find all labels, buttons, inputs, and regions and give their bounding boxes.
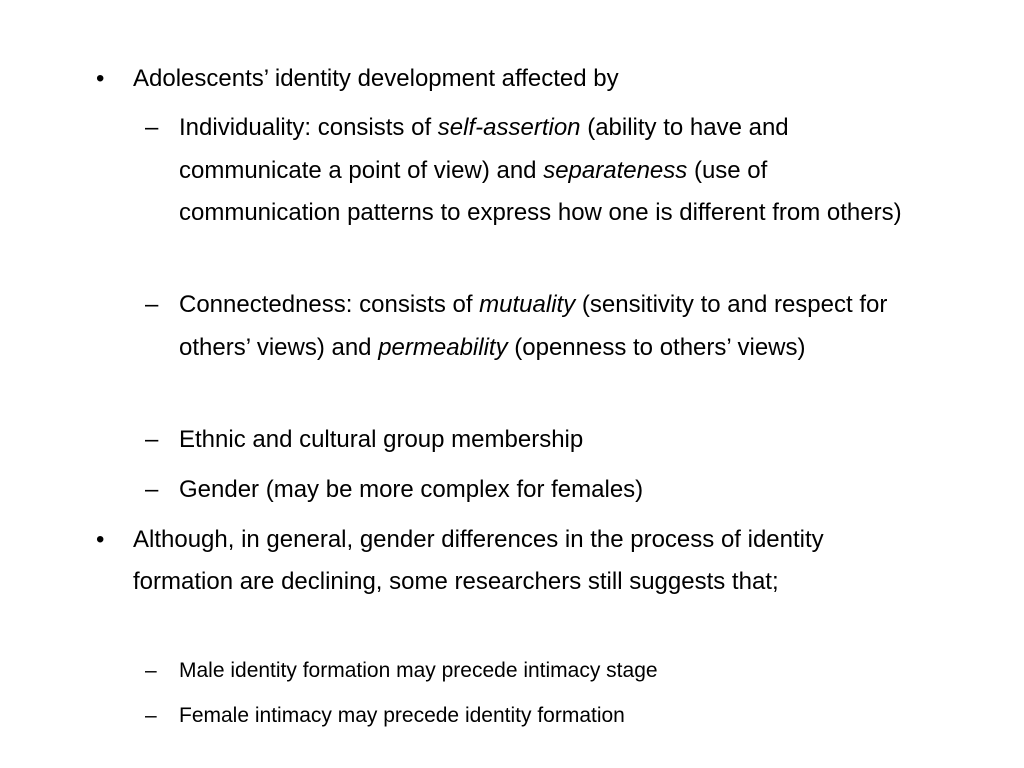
italic-term: mutuality — [479, 291, 576, 318]
sub-bullet-text — [179, 291, 887, 361]
text-segment: (ability to have and communicate a point of view) and — [179, 114, 789, 184]
dash-icon: – — [145, 114, 159, 141]
dash-icon: – — [145, 659, 157, 682]
sub-bullet-text: Gender (may be more complex for females) — [179, 476, 644, 503]
bullet-item — [96, 519, 873, 603]
bullet-item — [96, 58, 923, 100]
sub-bullet-text: Male identity formation may precede intimacy stage — [179, 659, 658, 682]
text-segment: (sensitivity to and respect for others’ views) and — [179, 291, 888, 361]
sub-bullet-item — [145, 107, 929, 235]
dash-icon: – — [145, 291, 159, 318]
bullet-icon: • — [96, 526, 105, 553]
text-segment: (openness to others’ views) — [507, 333, 806, 361]
dash-icon: – — [145, 426, 159, 453]
bullet-text: Adolescents’ identity development affected by — [133, 65, 619, 92]
bullet-icon: • — [96, 65, 105, 92]
italic-term: permeability — [378, 333, 508, 361]
italic-term: self-assertion — [437, 114, 581, 141]
text-segment: (use of communication patterns to express how one is different from others) — [179, 156, 902, 226]
sub-bullet-item — [145, 701, 929, 731]
text-segment: Connectedness: consists of — [179, 291, 480, 318]
italic-term: separateness — [543, 156, 688, 184]
sub-bullet-text — [179, 114, 902, 226]
sub-bullet-item — [145, 284, 929, 369]
sub-bullet-item — [145, 419, 929, 462]
bullet-text: Although, in general, gender differences in the process of identity formation are declining, some researchers still suggests that; — [133, 526, 824, 595]
sub-bullet-text: Ethnic and cultural group membership — [179, 426, 584, 453]
dash-icon: – — [145, 476, 159, 503]
text-segment: Individuality: consists of — [179, 114, 438, 141]
dash-icon: – — [145, 704, 157, 727]
sub-bullet-item — [145, 656, 929, 686]
sub-bullet-item — [145, 469, 929, 512]
sub-bullet-text: Female intimacy may precede identity formation — [179, 704, 625, 727]
